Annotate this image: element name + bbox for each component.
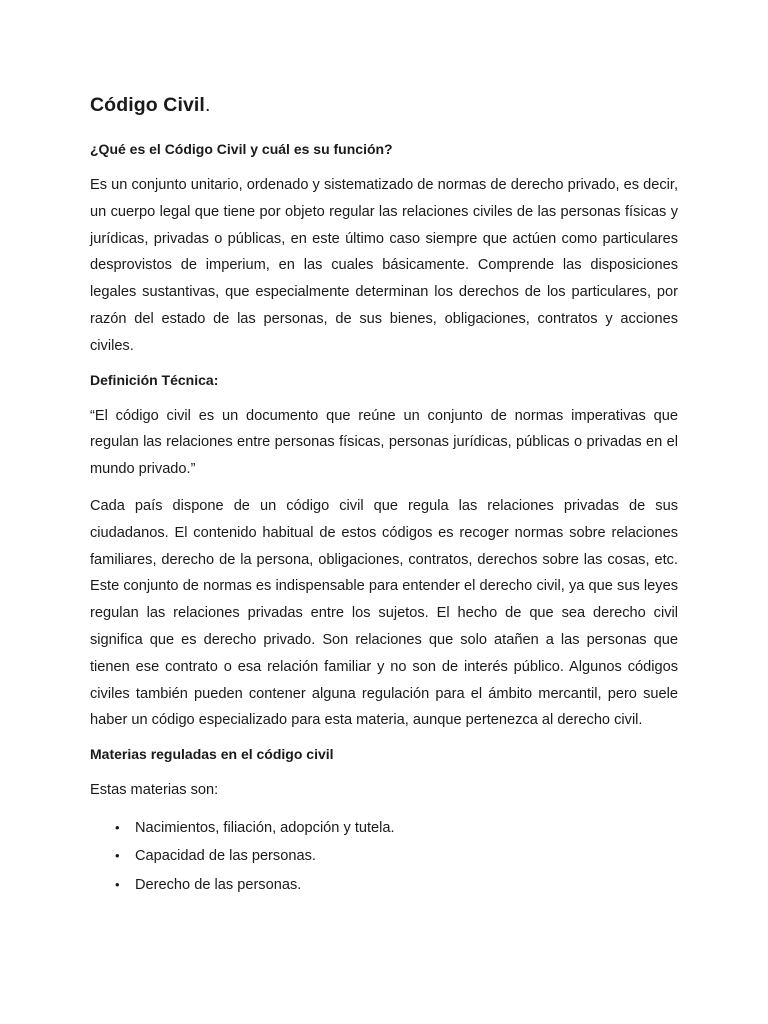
section-heading-technical-definition: Definición Técnica:	[90, 371, 219, 388]
list-item	[90, 871, 678, 900]
section-heading-regulated-matters: Materias reguladas en el código civil	[90, 746, 334, 763]
list-item-text: Nacimientos, filiación, adopción y tutela.	[135, 819, 395, 836]
paragraph-each-country: Cada país dispone de un código civil que regula las relaciones privadas de sus ciudadanos. El contenido habitual de estos códigos es recoger normas sobre relaciones familiares, derecho de la persona, obligaciones, contratos, derechos sobre las cosas, etc. Este conjunto de normas es indispensable para entender el derecho civil, ya que sus leyes regulan las relaciones privadas entre los sujetos. El hecho de que sea derecho civil significa que es derecho privado. Son relaciones que solo atañen a las personas que tienen ese contrato o esa relación familiar y no son de interés público. Algunos códigos civiles también pueden contener alguna regulación para el ámbito mercantil, pero suele haber un código especializado para esta materia, aunque pertenezca al derecho civil.	[90, 497, 678, 729]
matters-list	[90, 814, 678, 900]
list-item-text: Derecho de las personas.	[135, 876, 302, 893]
list-item-text: Capacidad de las personas.	[135, 848, 316, 865]
document-title-period: .	[204, 94, 211, 116]
bullet-icon: •	[115, 819, 120, 835]
bullet-icon: •	[115, 848, 120, 864]
bullet-icon: •	[115, 876, 120, 892]
document-title	[90, 92, 678, 118]
document-title-text: Código Civil	[90, 94, 205, 116]
paragraph-intro-matters: Estas materias son:	[90, 782, 219, 799]
list-item	[90, 842, 678, 871]
paragraph-definition: Es un conjunto unitario, ordenado y sistematizado de normas de derecho privado, es decir, un cuerpo legal que tiene por objeto regular las relaciones civiles de las personas físicas y jurídicas, privadas o públicas, en este último caso siempre que actúen como particulares desprovistos de imperium, en las cuales básicamente. Comprende las disposiciones legales sustantivas, que especialmente determinan los derechos de los particulares, por razón del estado de las personas, de sus bienes, obligaciones, contratos y acciones civiles.	[90, 177, 678, 354]
paragraph-quote: “El código civil es un documento que reúne un conjunto de normas imperativas que regulan las relaciones entre personas físicas, personas jurídicas, públicas o privadas en el mundo privado.”	[90, 407, 678, 478]
list-item	[90, 814, 678, 843]
section-heading-what-is: ¿Qué es el Código Civil y cuál es su función?	[90, 141, 393, 157]
